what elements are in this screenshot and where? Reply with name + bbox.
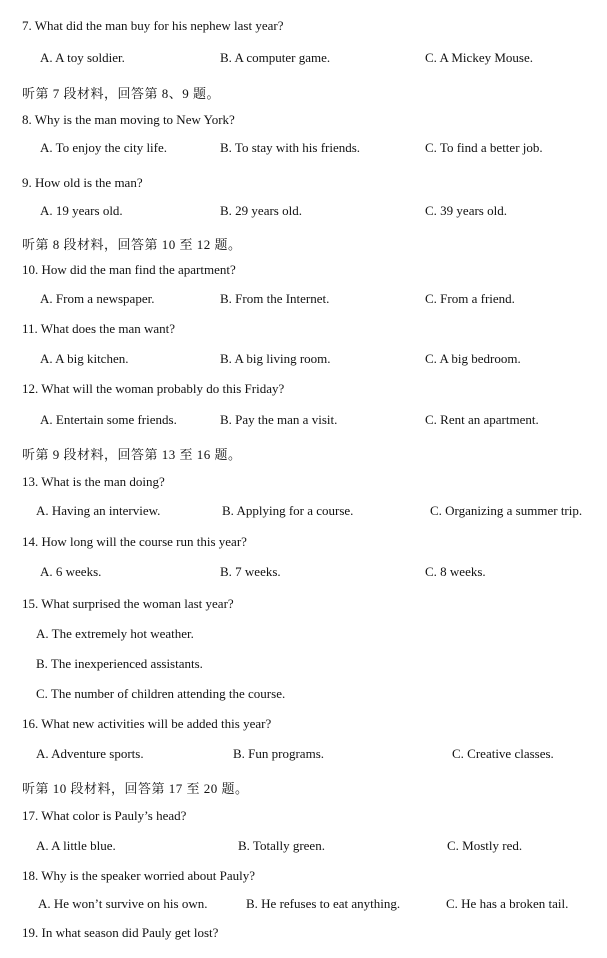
question-text: 11. What does the man want? [22, 321, 176, 336]
answer-option: B. Fun programs. [233, 746, 324, 761]
answer-option: A. Adventure sports. [36, 746, 144, 761]
section-instruction: 听第 7 段材料，回答第 8、9 题。 [22, 86, 221, 101]
answer-option: C. Creative classes. [452, 746, 554, 761]
answer-option: B. Pay the man a visit. [220, 412, 338, 427]
answer-option: B. A big living room. [220, 351, 331, 366]
question-text: 15. What surprised the woman last year? [22, 596, 234, 611]
answer-option: C. 39 years old. [425, 203, 507, 218]
answer-option: A. The extremely hot weather. [36, 626, 194, 641]
answer-option: A. 19 years old. [40, 203, 123, 218]
answer-option: A. A toy soldier. [40, 50, 125, 65]
section-instruction: 听第 9 段材料，回答第 13 至 16 题。 [22, 447, 242, 462]
answer-option: C. Rent an apartment. [425, 412, 539, 427]
answer-option: B. To stay with his friends. [220, 140, 361, 155]
question-text: 17. What color is Pauly’s head? [22, 808, 187, 823]
answer-option: C. Mostly red. [447, 838, 523, 853]
question-text: 10. How did the man find the apartment? [22, 262, 236, 277]
answer-option: A. Entertain some friends. [40, 412, 177, 427]
answer-option: A. He won’t survive on his own. [38, 896, 208, 911]
question-text: 18. Why is the speaker worried about Pauly? [22, 868, 255, 883]
answer-option: A. To enjoy the city life. [40, 140, 168, 155]
section-instruction: 听第 10 段材料，回答第 17 至 20 题。 [22, 781, 249, 796]
question-text: 12. What will the woman probably do this Friday? [22, 381, 285, 396]
answer-option: C. A big bedroom. [425, 351, 521, 366]
answer-option: C. To find a better job. [425, 140, 543, 155]
answer-option: A. 6 weeks. [40, 564, 102, 579]
answer-option: B. The inexperienced assistants. [36, 656, 203, 671]
answer-option: C. A Mickey Mouse. [425, 50, 533, 65]
answer-option: B. 7 weeks. [220, 564, 281, 579]
answer-option: C. From a friend. [425, 291, 515, 306]
question-text: 7. What did the man buy for his nephew last year? [22, 18, 284, 33]
answer-option: C. Organizing a summer trip. [430, 503, 583, 518]
answer-option: C. 8 weeks. [425, 564, 486, 579]
answer-option: B. Totally green. [238, 838, 325, 853]
answer-option: C. He has a broken tail. [446, 896, 569, 911]
answer-option: B. He refuses to eat anything. [246, 896, 401, 911]
question-text: 16. What new activities will be added this year? [22, 716, 272, 731]
answer-option: B. 29 years old. [220, 203, 302, 218]
answer-option: B. A computer game. [220, 50, 331, 65]
answer-option: B. From the Internet. [220, 291, 330, 306]
answer-option: A. A big kitchen. [40, 351, 129, 366]
question-text: 8. Why is the man moving to New York? [22, 112, 235, 127]
question-text: 9. How old is the man? [22, 175, 143, 190]
question-text: 13. What is the man doing? [22, 474, 165, 489]
answer-option: A. Having an interview. [36, 503, 161, 518]
answer-option: C. The number of children attending the course. [36, 686, 286, 701]
section-instruction: 听第 8 段材料，回答第 10 至 12 题。 [22, 237, 242, 252]
question-text: 14. How long will the course run this year? [22, 534, 247, 549]
answer-option: B. Applying for a course. [222, 503, 354, 518]
question-text: 19. In what season did Pauly get lost? [22, 925, 219, 940]
answer-option: A. A little blue. [36, 838, 116, 853]
answer-option: A. From a newspaper. [40, 291, 155, 306]
